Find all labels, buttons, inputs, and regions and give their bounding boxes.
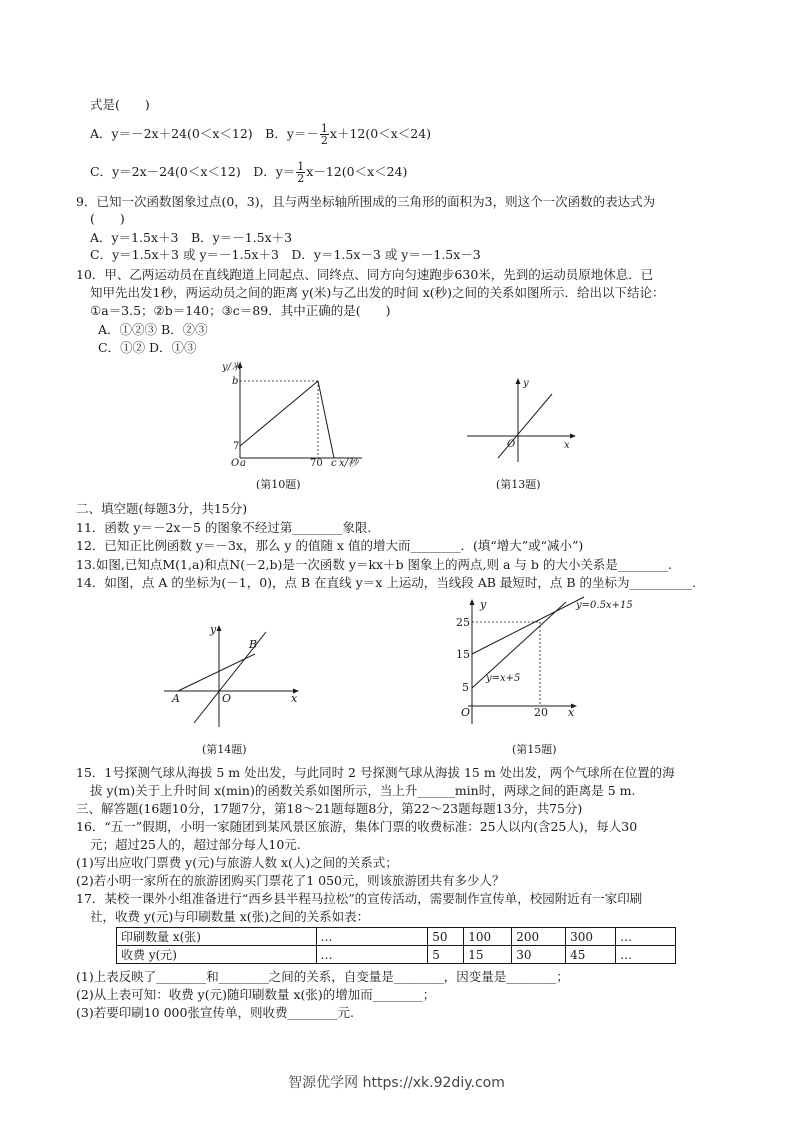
tick-25: 25 [456, 616, 470, 629]
label-origin: O [231, 458, 240, 468]
x-arrow [570, 434, 576, 439]
y-axis-label: y/米 [222, 362, 242, 373]
label-c: c [331, 458, 337, 468]
table-cell: 印刷数量 x(张) [117, 928, 317, 946]
origin-label: O [222, 692, 232, 705]
q9-options-cd: C．y＝1.5x＋3 或 y＝－1.5x＋3 D．y＝1.5x－3 或 y＝－1.5x－3 [90, 247, 481, 262]
figure-14 [160, 612, 310, 730]
x-axis-label: x/秒 [339, 458, 359, 468]
q17-sub1: (1)上表反映了________和________之间的关系，自变量是________，因变量是________； [76, 969, 569, 984]
q11: 11．函数 y＝－2x－5 的图象不经过第________象限. [76, 520, 372, 535]
line-top-label: y=0.5x+15 [576, 600, 633, 611]
q10-options-cd: C．①② D．①③ [98, 340, 197, 355]
y-arrow [470, 599, 475, 605]
table-cell: 15 [464, 946, 512, 964]
y-label: y [523, 378, 529, 389]
table-cell: … [616, 928, 676, 946]
figure-10 [222, 358, 372, 468]
figure-13 [462, 374, 582, 464]
q12: 12．已知正比例函数 y＝－3x，那么 y 的值随 x 值的增大而________．(填“增大”或“减小”) [76, 538, 584, 553]
q17-sub2: (2)从上表可知：收费 y(元)随印刷数量 x(张)的增加而________； [76, 987, 436, 1002]
section-2-heading: 二、填空题(每题3分，共15分) [76, 501, 248, 516]
table-cell: 收费 y(元) [117, 946, 317, 964]
point-A-label: A [172, 692, 180, 705]
q17-sub3: (3)若要印刷10 000张宣传单，则收费________元. [76, 1005, 354, 1020]
q9-options-ab: A．y＝1.5x＋3 B．y＝－1.5x＋3 [90, 230, 293, 245]
table-row [117, 946, 676, 964]
segment-AB [178, 654, 255, 691]
tick-15: 15 [456, 648, 470, 661]
x-label: x [564, 440, 570, 451]
q9-paren: ( ) [90, 211, 125, 226]
table-cell: 300 [566, 928, 616, 946]
q13: 13.如图,已知点M(1,a)和点N(－2,b)是一次函数 y＝kx＋b 图象上的两点,则 a 与 b 的大小关系是________. [76, 557, 672, 572]
q9-stem: 9．已知一次函数图象过点(0，3)，且与两坐标轴所围成的三角形的面积为3，则这个一次函数的表达式为 [76, 194, 656, 209]
table-cell: … [316, 928, 428, 946]
table-cell: 30 [512, 946, 566, 964]
tick-20: 20 [534, 706, 548, 719]
label-70: 70 [310, 458, 323, 468]
q17-line1: 17．某校一课外小组准备进行“西乡县半程马拉松”的宣传活动，需要制作宣传单，校园附近有一家印刷 [76, 891, 643, 906]
label-7: 7 [233, 441, 240, 452]
point-B-label: B [249, 638, 258, 651]
q10-line2: 知甲先出发1秒，两运动员之间的距离 y(米)与乙出发的时间 x(秒)之间的关系如图所示．给出以下结论： [90, 285, 665, 300]
table-cell: 50 [428, 928, 464, 946]
q15-line1: 15．1号探测气球从海拔 5 m 处出发，与此同时 2 号探测气球从海拔 15 m 处出发，两个气球所在位置的海 [76, 765, 675, 780]
q14: 14．如图，点 A 的坐标为(－1，0)，点 B 在直线 y＝x 上运动，当线段 AB 最短时，点 B 的坐标为__________. [76, 575, 696, 590]
section-3-heading: 三、解答题(16题10分，17题7分，第18～21题每题8分，第22～23题每题13分，共75分) [76, 801, 583, 816]
table-cell: 100 [464, 928, 512, 946]
figure-13-caption: (第13题) [496, 478, 541, 491]
q10-options-ab: A．①②③ B．②③ [98, 322, 208, 337]
graph-line-fall [318, 381, 334, 458]
q10-line1: 10．甲、乙两运动员在直线跑道上同起点、同终点、同方向匀速跑步630米，先到的运动员原地休息．已 [76, 267, 654, 282]
origin-label: O [507, 439, 516, 450]
line-top [472, 597, 584, 654]
table-cell: 200 [512, 928, 566, 946]
q8-options-cd: C．y＝2x－24(0＜x＜12) D．y＝ $\frac{1}{2}$ x－12(0＜x＜24) [90, 160, 408, 185]
footer-watermark: 智源优学网 https://xk.92diy.com [288, 1075, 505, 1091]
q16-sub1: (1)写出应收门票费 y(元)与旅游人数 x(人)之间的关系式； [76, 855, 398, 870]
table-cell: … [616, 946, 676, 964]
fraction: $\frac{1}{2}$ [297, 160, 305, 185]
y-label: y [210, 623, 217, 636]
table-cell: … [316, 946, 428, 964]
y-arrow [516, 378, 521, 384]
y-label: y [480, 598, 487, 611]
q15-line2: 拔 y(m)关于上升时间 x(min)的函数关系如图所示，当上升______min时，两球之间的距离是 5 m. [90, 783, 636, 798]
figure-15 [450, 594, 650, 730]
q8-stem-tail: 式是( ) [90, 97, 150, 112]
figure-15-caption: (第15题) [512, 743, 557, 756]
figure-10-caption: (第10题) [256, 478, 301, 491]
table-cell: 5 [428, 946, 464, 964]
q17-table [116, 927, 676, 964]
line-bottom-label: y=x+5 [486, 673, 521, 684]
label-a: a [240, 458, 246, 468]
x-label: x [568, 706, 575, 719]
y-arrow [217, 625, 222, 631]
fraction: $\frac{1}{2}$ [320, 122, 328, 147]
label-b: b [232, 376, 239, 387]
table-cell: 45 [566, 946, 616, 964]
q8-options-ab: A．y＝－2x＋24(0＜x＜12) B．y＝－ $\frac{1}{2}$ x＋12(0＜x＜24) [90, 122, 432, 147]
tick-5: 5 [462, 681, 469, 694]
q17-line2: 社，收费 y(元)与印刷数量 x(张)之间的关系如表： [90, 909, 370, 924]
table-row [117, 928, 676, 946]
origin-label: O [461, 706, 471, 719]
x-label: x [291, 692, 298, 705]
q16-sub2: (2)若小明一家所在的旅游团购买门票花了1 050元，则该旅游团共有多少人？ [76, 873, 505, 888]
graph-line-rise [240, 381, 318, 446]
q16-line2: 元；超过25人的，超过部分每人10元. [90, 837, 301, 852]
q10-line3: ①a＝3.5；②b＝140；③c＝89．其中正确的是( ) [90, 303, 391, 318]
figure-14-caption: (第14题) [202, 743, 247, 756]
q16-line1: 16．“五一”假期，小明一家随团到某风景区旅游，集体门票的收费标准：25人以内(含25人)，每人30 [76, 819, 638, 834]
